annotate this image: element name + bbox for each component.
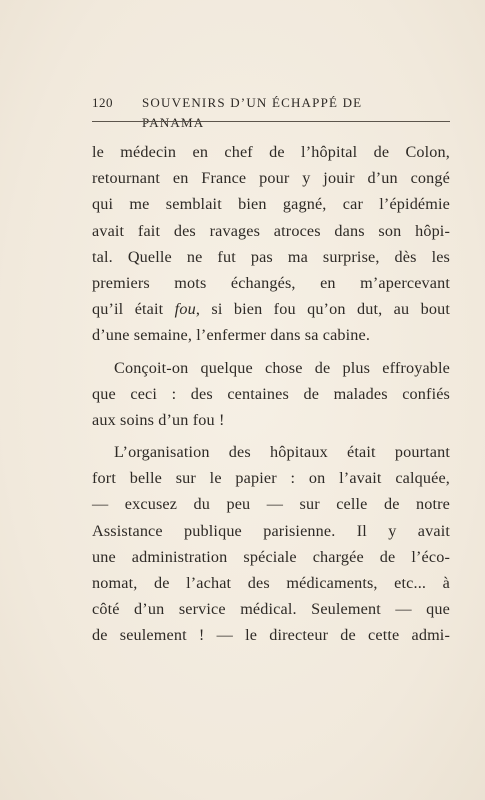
text-segment: , si bien fou qu’on dut, au bout <box>195 300 450 319</box>
running-title: SOUVENIRS D’UN ÉCHAPPÉ DE PANAMA <box>142 95 363 130</box>
text-line: — excusez du peu — sur celle de notre <box>92 495 450 514</box>
header-rule <box>92 121 450 122</box>
text-line: nomat, de l’achat des médicaments, etc... à <box>92 574 450 592</box>
text-line: aux soins d’un fou ! <box>92 410 225 429</box>
text-line: premiers mots échangés, en m’apercevant <box>92 273 450 292</box>
text-line: fort belle sur le papier : on l’avait calquée, <box>92 469 450 488</box>
body-text <box>92 139 450 649</box>
text-line: qui me semblait bien gagné, car l’épidémie <box>92 195 450 214</box>
text-line: que ceci : des centaines de malades confiés <box>92 384 450 403</box>
text-line: avait fait des ravages atroces dans son hôpi- <box>92 221 450 240</box>
text-line: de seulement ! — le directeur de cette admi- <box>92 626 450 645</box>
text-line: Conçoit-on quelque chose de plus effroyable <box>114 358 450 377</box>
text-line: tal. Quelle ne fut pas ma surprise, dès les <box>92 247 450 266</box>
running-head <box>92 93 398 130</box>
page-number: 120 <box>92 95 113 110</box>
text-line: Assistance publique parisienne. Il y avait <box>92 521 450 540</box>
italic-word: fou <box>174 300 196 319</box>
text-line: une administration spéciale chargée de l’éco- <box>92 547 450 566</box>
text-line: retournant en France pour y jouir d’un congé <box>92 169 450 188</box>
text-segment: qu’il était <box>92 300 175 319</box>
text-line: d’une semaine, l’enfermer dans sa cabine. <box>92 326 371 345</box>
text-line: le médecin en chef de l’hôpital de Colon, <box>92 143 450 161</box>
text-line-with-italic <box>92 296 450 322</box>
text-line: L’organisation des hôpitaux était pourtant <box>114 443 450 462</box>
text-line: côté d’un service médical. Seulement — que <box>92 600 450 619</box>
